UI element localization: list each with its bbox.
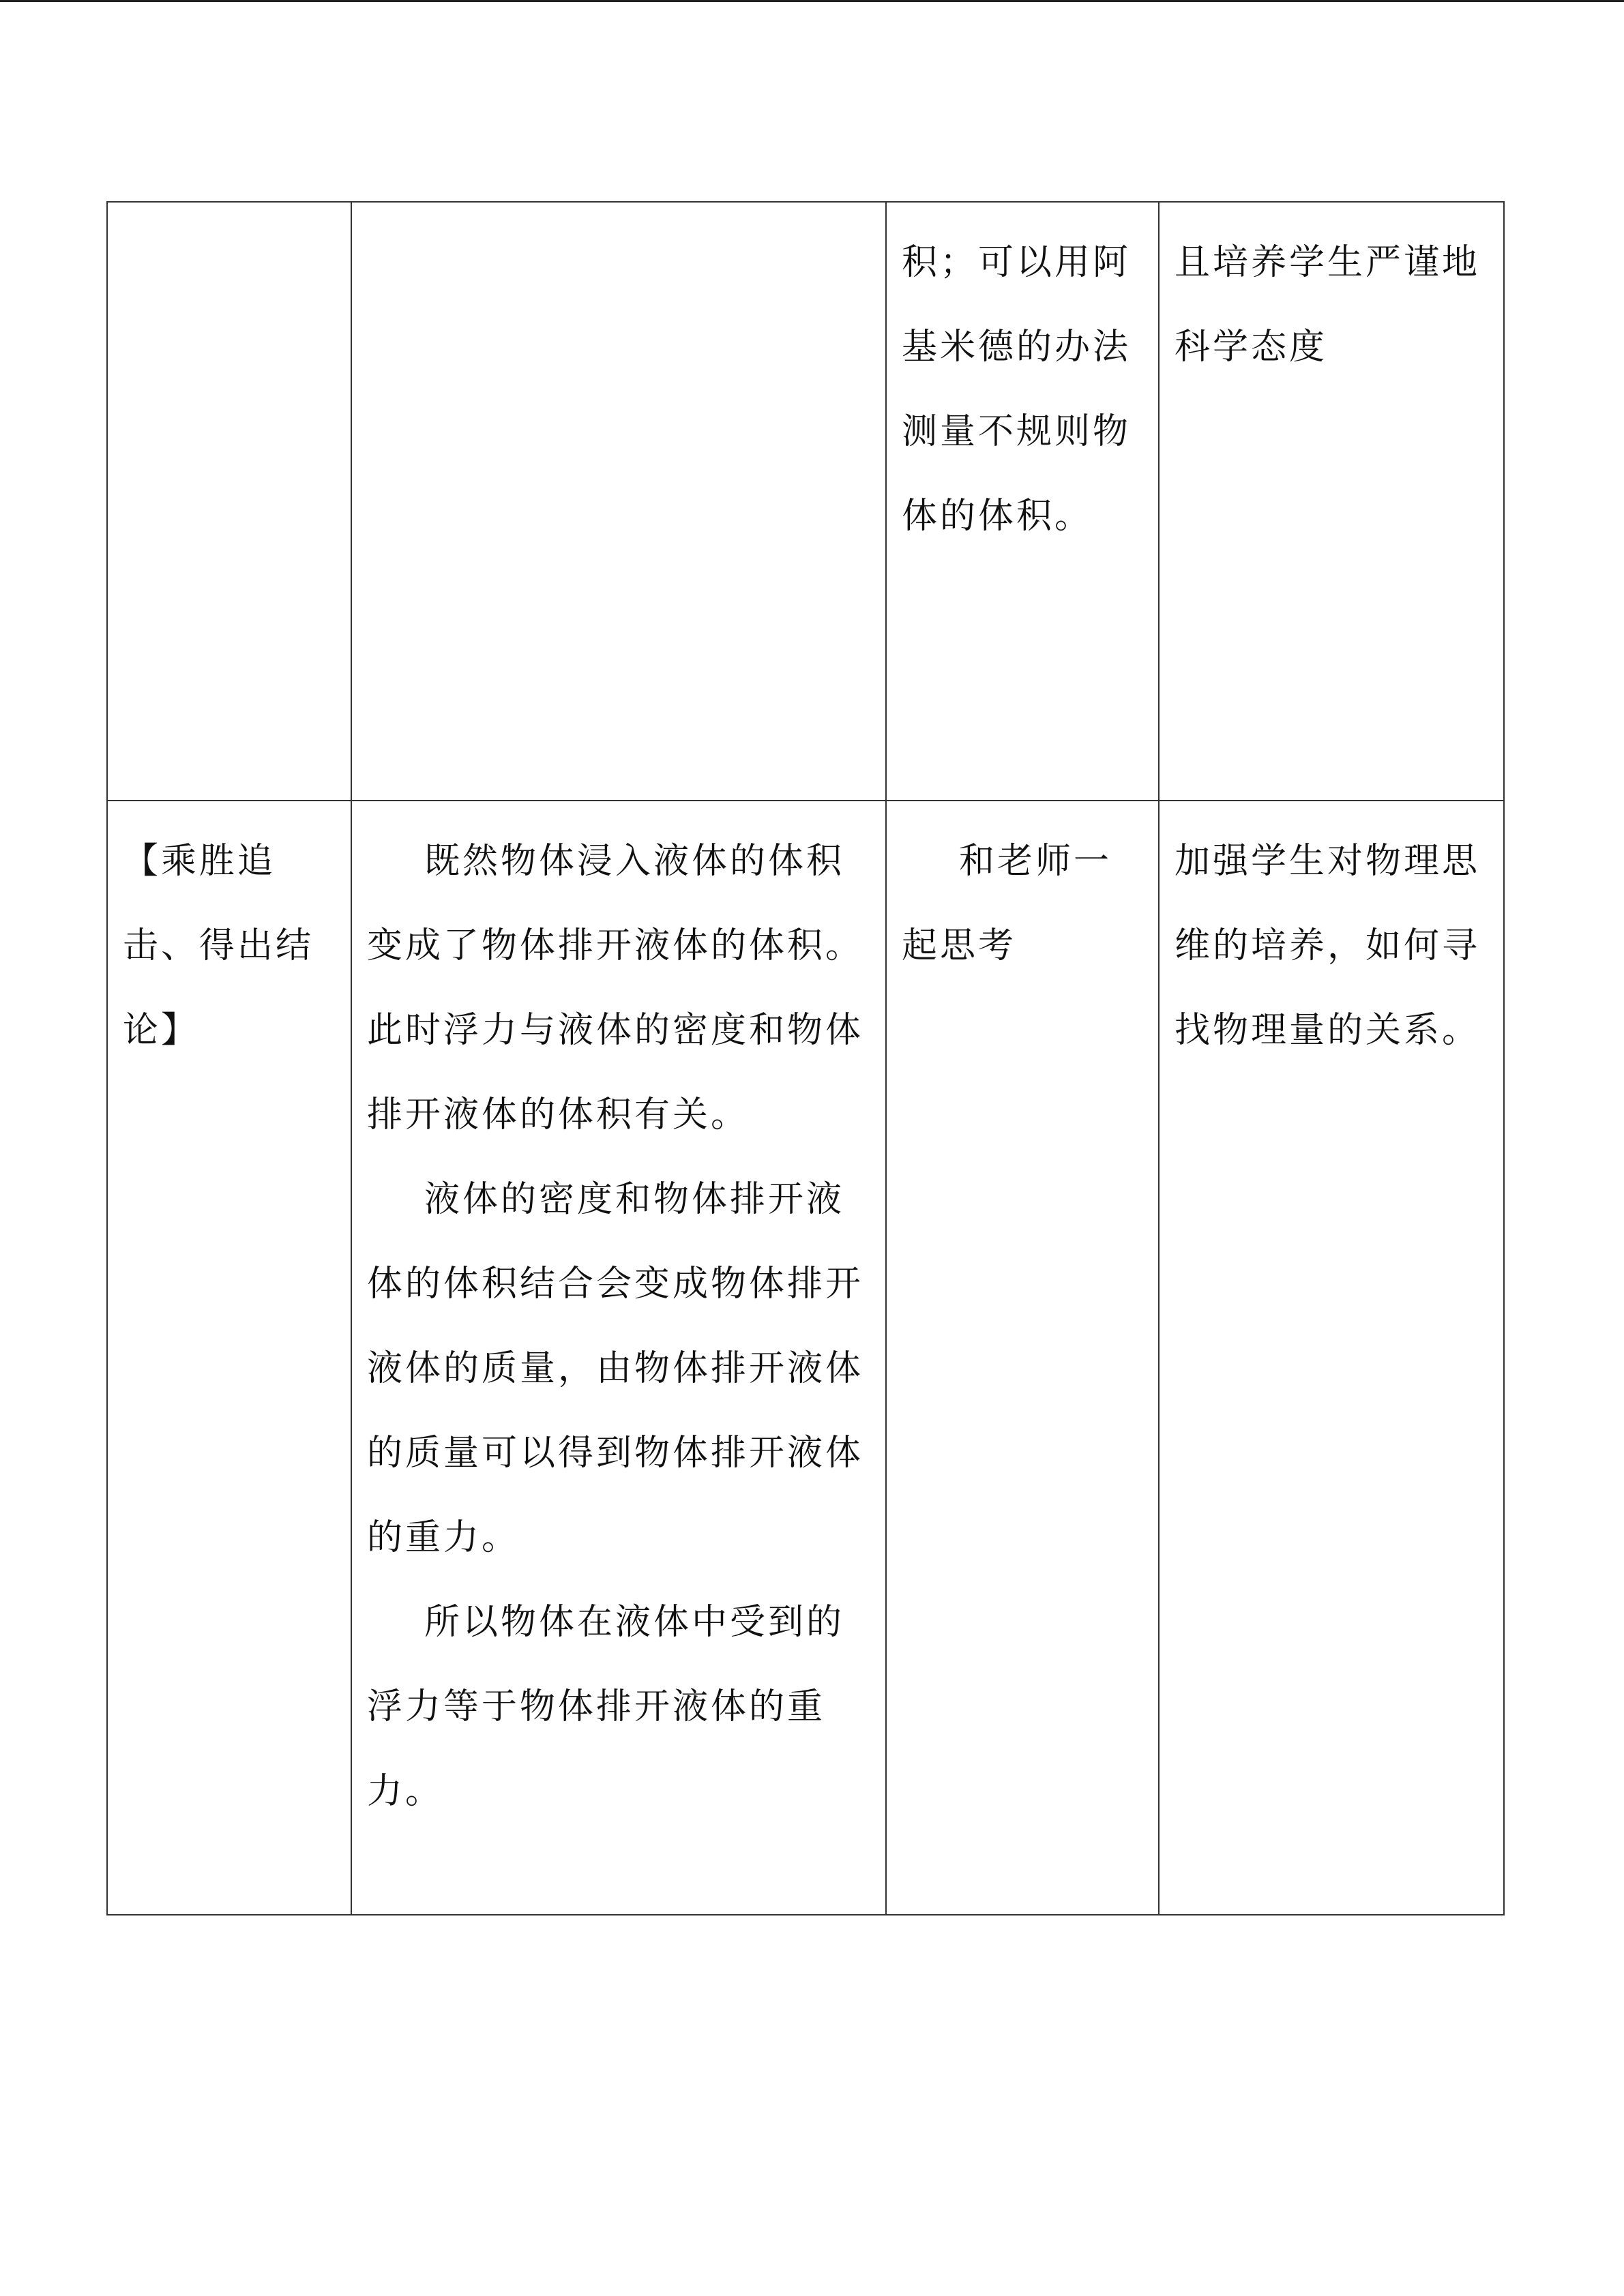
stage-cell xyxy=(107,801,351,1915)
design-intent-cell xyxy=(1159,801,1504,1915)
stage-title: 【乘胜追击、得出结论】 xyxy=(123,841,314,1051)
table-row xyxy=(107,202,1504,801)
page-top-border xyxy=(0,0,1624,2)
teacher-activity-paragraph: 所以物体在液体中受到的浮力等于物体排开液体的重力。 xyxy=(367,1602,845,1812)
teacher-activity-paragraph: 液体的密度和物体排开液体的体积结合会变成物体排开液体的质量，由物体排开液体的质量可以得到物体排开液体的重力。 xyxy=(367,1179,864,1558)
teacher-activity-paragraph: 既然物体浸入液体的体积变成了物体排开液体的体积。此时浮力与液体的密度和物体排开液体的体积有关。 xyxy=(367,841,864,1135)
stage-cell xyxy=(107,202,351,801)
student-activity-cell xyxy=(886,202,1159,801)
student-activity-text: 积；可以用阿基米德的办法测量不规则物体的体积。 xyxy=(902,242,1132,537)
teacher-activity-cell xyxy=(351,801,886,1915)
table-row xyxy=(107,801,1504,1915)
design-intent-text: 加强学生对物理思维的培养，如何寻找物理量的关系。 xyxy=(1175,841,1481,1051)
lesson-plan-table xyxy=(106,201,1505,1915)
student-activity-cell xyxy=(886,801,1159,1915)
design-intent-text: 且培养学生严谨地科学态度 xyxy=(1175,242,1481,368)
design-intent-cell xyxy=(1159,202,1504,801)
student-activity-text: 和老师一起思考 xyxy=(902,841,1112,966)
teacher-activity-cell xyxy=(351,202,886,801)
